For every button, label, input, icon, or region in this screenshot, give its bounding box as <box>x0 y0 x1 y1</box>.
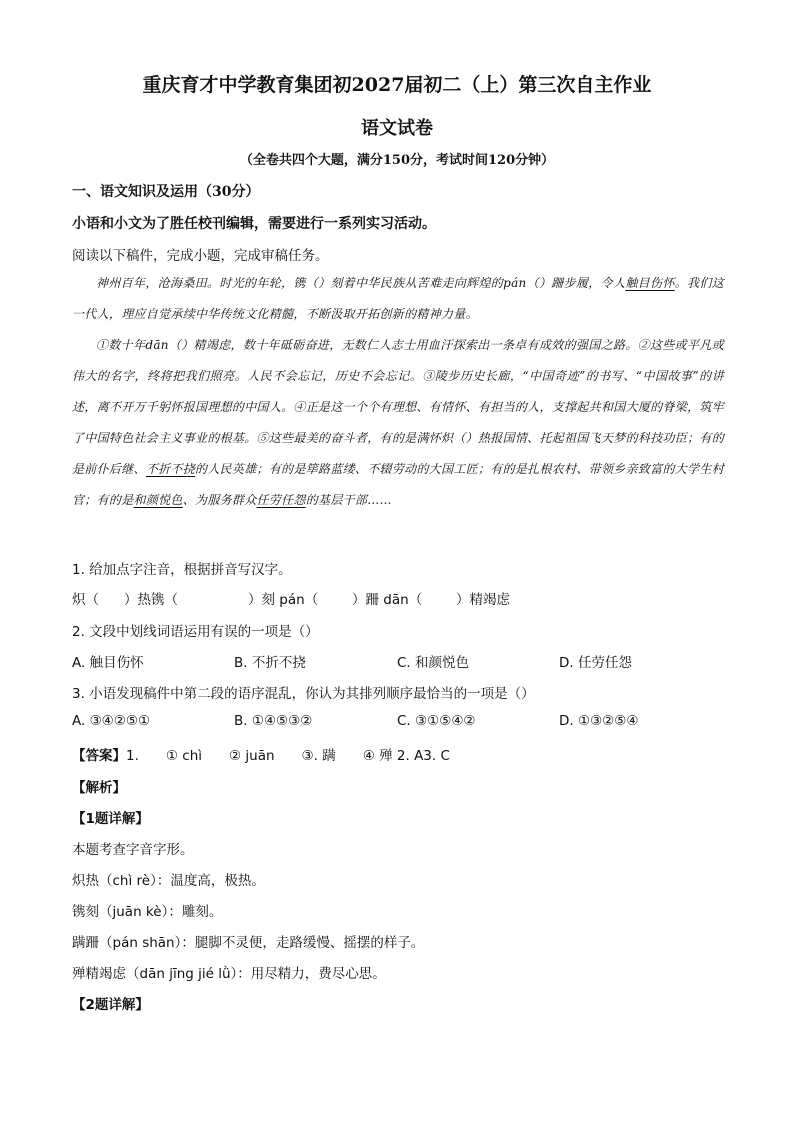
underlined-word: 任劳任怨 <box>256 493 306 507</box>
option-d: D. ①③②⑤④ <box>559 713 639 729</box>
option-b: B. 不折不挠 <box>234 655 306 671</box>
detail-heading-2: 【2题详解】 <box>72 997 149 1013</box>
option-b: B. ①④⑤③② <box>234 713 313 729</box>
passage <box>72 268 724 516</box>
analysis-line: 蹒跚（pán shān）：腿脚不灵便，走路缓慢、摇摆的样子。 <box>72 935 425 951</box>
analysis-line: 本题考查字音字形。 <box>72 842 194 858</box>
answer-line <box>72 744 450 764</box>
option-a: A. ③④②⑤① <box>72 713 151 729</box>
exam-subtitle: 语文试卷 <box>361 118 433 139</box>
option-d: D. 任劳任怨 <box>559 655 632 671</box>
blank-item: ）刻 pán（ <box>248 592 319 608</box>
analysis-line: 殚精竭虑（dān jīng jié lǜ）：用尽精力，费尽心思。 <box>72 966 386 982</box>
passage-text: 。我们这一代人，理应自觉承续中华传统文化精髓，不断汲取开拓创新的精神力量。 <box>72 276 724 321</box>
underlined-word: 和颜悦色 <box>133 493 183 507</box>
question-3-options <box>72 713 724 733</box>
detail-heading-1: 【1题详解】 <box>72 811 149 827</box>
question-2-stem: 2. 文段中划线词语运用有误的一项是（） <box>72 624 319 640</box>
option-c: C. 和颜悦色 <box>397 655 470 671</box>
section-intro: 小语和小文为了胜任校刊编辑，需要进行一系列实习活动。 <box>72 216 436 232</box>
passage-paragraph-2 <box>72 330 724 516</box>
underlined-word: 触目伤怀 <box>625 276 675 290</box>
answer-content: 1. ① chì ② juān ③. 蹒 ④ 殚 2. A3. C <box>126 748 450 764</box>
passage-text: 、为服务群众 <box>182 493 257 507</box>
blank-item: 炽（ <box>72 592 99 608</box>
analysis-label: 【解析】 <box>72 780 126 796</box>
blank-item: ）精竭虑 <box>456 592 510 608</box>
option-a: A. 触目伤怀 <box>72 655 144 671</box>
passage-text: 神州百年，沧海桑田。时光的年轮，镌（）刻着中华民族从苦难走向辉煌的pán（）跚步履，令人 <box>96 276 626 290</box>
passage-text: 的人民英雄；有的是筚路蓝缕、不辍劳动的大国工匠；有的是扎根农村、带领乡亲致富的大学生村官；有的是 <box>72 462 724 507</box>
analysis-line: 炽热（chì rè）：温度高，极热。 <box>72 873 265 889</box>
answer-label: 【答案】 <box>72 748 126 764</box>
passage-paragraph-1 <box>72 268 724 330</box>
option-c: C. ③①⑤④② <box>397 713 476 729</box>
underlined-word: 不折不挠 <box>145 462 196 476</box>
analysis-line: 镌刻（juān kè）：雕刻。 <box>72 904 223 920</box>
passage-text: 的基层干部…… <box>305 493 392 507</box>
section-instruction: 阅读以下稿件，完成小题，完成审稿任务。 <box>72 248 329 264</box>
exam-note: （全卷共四个大题，满分150分，考试时间120分钟） <box>239 153 555 168</box>
question-1-stem: 1. 给加点字注音，根据拼音写汉字。 <box>72 562 292 578</box>
passage-text: ①数十年dān（）精竭虑，数十年砥砺奋进，无数仁人志士用血汗探索出一条卓有成效的强国之路。②这些或平凡或伟大的名字，终将把我们照亮。人民不会忘记，历史不会忘记。③陵步历史长廊，“中国奇迹”的书写、“中国故事”的讲述，离不开万千躬怀报国理想的中国人。④正是这一个个有理想、有情怀、有担当的人，支撑起共和国大厦的脊梁，筑牢了中国特色社会主义事业的根基。⑤这些最美的奋斗者，有的是满怀炽（）热报国情、托起祖国飞天梦的科技功臣；有的是前仆后继、 <box>72 338 724 476</box>
section-heading: 一、语文知识及运用（30分） <box>72 184 260 200</box>
question-3-stem: 3. 小语发现稿件中第二段的语序混乱，你认为其排列顺序最恰当的一项是（） <box>72 686 535 702</box>
blank-item: ）跚 dān（ <box>352 592 423 608</box>
blank-item: ）热镌（ <box>124 592 178 608</box>
question-2-options <box>72 651 724 671</box>
question-1-blanks <box>72 588 724 608</box>
exam-title: 重庆育才中学教育集团初2027届初二（上）第三次自主作业 <box>142 74 652 96</box>
